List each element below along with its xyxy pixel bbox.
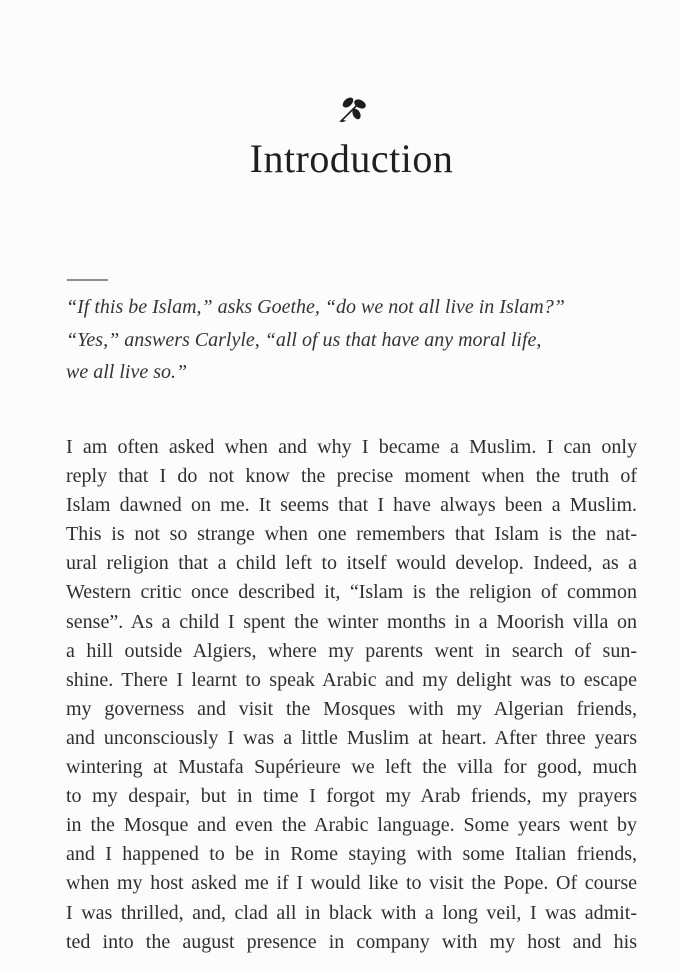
text-line: I was thrilled, and, clad all in black with a long veil, I was admit- <box>66 901 637 924</box>
leaf-ornament-icon <box>66 95 637 123</box>
text-line: This is not so strange when one remembers that Islam is the nat- <box>66 523 637 546</box>
text-line: ural religion that a child left to itself would develop. Indeed, as a <box>66 552 637 575</box>
text-line: I am often asked when and why I became a Muslim. I can only <box>66 436 637 458</box>
text-line: my governess and visit the Mosques with my Algerian friends, <box>66 697 637 720</box>
text-line: ted into the august presence in company with my host and his <box>66 930 637 953</box>
chapter-title: Introduction <box>249 136 454 181</box>
text-line: when my host asked me if I would like to visit the Pope. Of course <box>66 872 637 895</box>
text-line: a hill outside Algiers, where my parents went in search of sun- <box>66 639 637 662</box>
text-line: in the Mosque and even the Arabic language. Some years went by <box>66 814 637 837</box>
text-line: sense”. As a child I spent the winter months in a Moorish villa on <box>66 610 637 633</box>
text-line: “If this be Islam,” asks Goethe, “do we not all live in Islam?” <box>66 296 565 318</box>
text-line: shine. There I learnt to speak Arabic and my delight was to escape <box>66 668 637 691</box>
text-line: and I happened to be in Rome staying with some Italian friends, <box>66 843 637 866</box>
text-line: and unconsciously I was a little Muslim at heart. After three years <box>66 726 637 749</box>
text-line: “Yes,” answers Carlyle, “all of us that have any moral life, <box>66 328 542 351</box>
text-line: Western critic once described it, “Islam is the religion of common <box>66 581 637 604</box>
text-line: to my despair, but in time I forgot my Arab friends, my prayers <box>66 785 637 808</box>
text-line: we all live so.” <box>66 361 188 383</box>
body-paragraph <box>66 433 637 957</box>
epigraph-divider <box>67 279 108 281</box>
epigraph-quote <box>66 291 637 389</box>
text-line: Islam dawned on me. It seems that I have always been a Muslim. <box>66 494 637 517</box>
text-line: reply that I do not know the precise moment when the truth of <box>66 465 637 488</box>
text-line: wintering at Mustafa Supérieure we left the villa for good, much <box>66 756 637 779</box>
